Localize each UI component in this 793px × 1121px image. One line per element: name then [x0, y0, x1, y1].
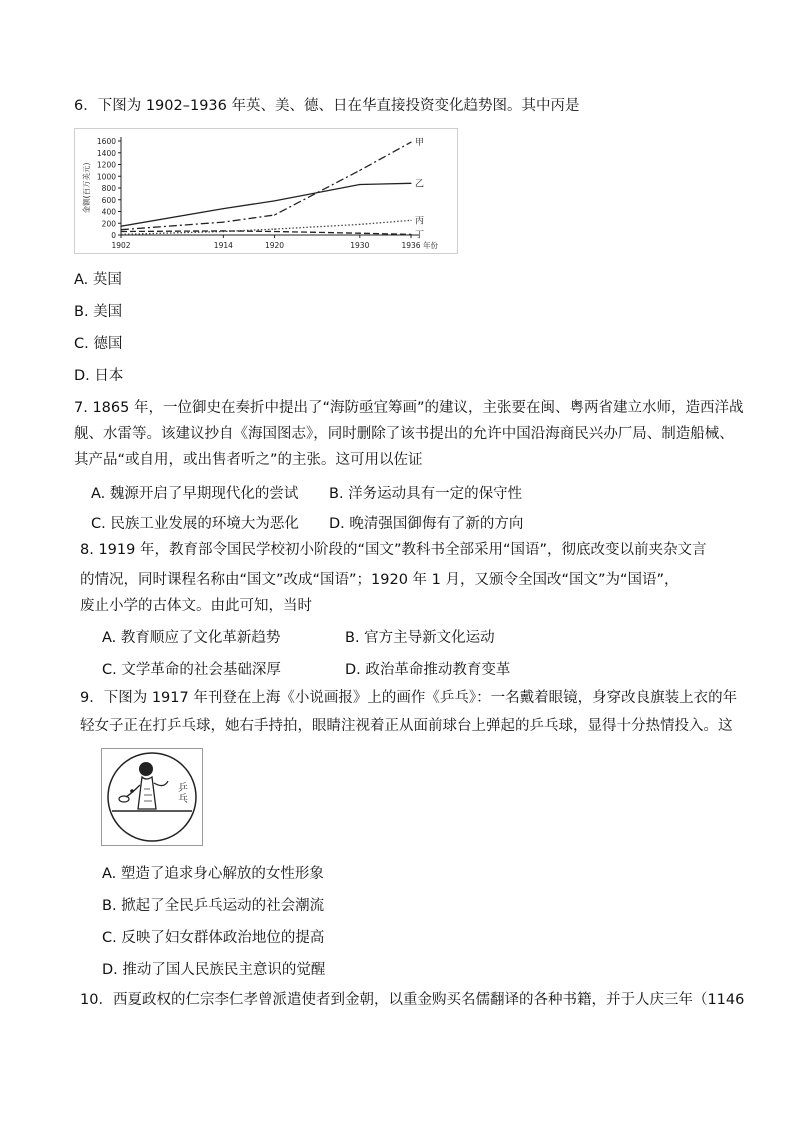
- data-point: [274, 229, 275, 230]
- series-label: 丙: [415, 216, 425, 227]
- data-point: [359, 233, 360, 234]
- x-tick-label: 1902: [111, 241, 131, 250]
- data-point: [359, 184, 360, 185]
- q8-option-d[interactable]: D. 政治革命推动教育变革: [345, 662, 511, 678]
- q7-stem-line-3: 其产品“或自用，或出售者听之”的主张。这可用以佐证: [74, 452, 423, 468]
- q9-stem-line-2: 轻女子正在打乒乓球，她右手持拍，眼睛注视着正从面前球台上弹起的乒乓球，显得十分热情投入。这: [80, 718, 733, 734]
- series-label: 乙: [415, 179, 425, 190]
- data-point: [120, 231, 121, 232]
- q8-stem-line-1: 8. 1919 年，教育部令国民学校初小阶段的“国文”教科书全部采用“国语”，彻底改变以前夹杂文言: [80, 542, 707, 558]
- q6-option-a[interactable]: A. 英国: [74, 272, 122, 288]
- y-tick-label: 1200: [96, 160, 116, 170]
- data-point: [359, 224, 360, 225]
- data-point: [410, 234, 411, 235]
- x-tick-label: 1920: [264, 241, 285, 250]
- q8-option-a[interactable]: A. 教育顺应了文化革新趋势: [102, 630, 281, 646]
- q7-stem-line-1: 7. 1865 年，一位御史在奏折中提出了“海防亟宜筹画”的建议，主张要在闽、粤两省建立水师，造西洋战: [74, 400, 744, 416]
- q6-option-d[interactable]: D. 日本: [74, 368, 124, 384]
- q8-option-c[interactable]: C. 文学革命的社会基础深厚: [102, 662, 281, 678]
- q8-option-b[interactable]: B. 官方主导新文化运动: [345, 630, 495, 646]
- x-tick-label: 1936: [401, 241, 421, 250]
- x-tick-label: 1914: [213, 241, 233, 250]
- x-axis-label: 年份: [423, 241, 438, 250]
- data-point: [274, 214, 275, 215]
- q9-option-d[interactable]: D. 推动了国人民族民主意识的觉醒: [102, 962, 326, 978]
- y-tick-label: 0: [111, 231, 116, 240]
- y-tick-label: 1600: [96, 137, 116, 146]
- y-tick-label: 400: [101, 207, 116, 217]
- q6-option-b[interactable]: B. 美国: [74, 304, 123, 320]
- data-point: [120, 229, 121, 230]
- q9-option-a[interactable]: A. 塑造了追求身心解放的女性形象: [102, 866, 324, 882]
- q9-stem-line-1: 9．下图为 1917 年刊登在上海《小说画报》上的画作《乒乓》：一名戴着眼镜，身穿改良旗装上衣的年: [80, 690, 738, 706]
- data-point: [120, 226, 121, 227]
- q7-option-b[interactable]: B. 洋务运动具有一定的保守性: [329, 486, 523, 502]
- data-point: [223, 208, 224, 209]
- series-label: 丁: [415, 230, 425, 241]
- y-tick-label: 800: [101, 184, 116, 193]
- series-label: 甲: [415, 138, 425, 149]
- chart-svg: [75, 129, 457, 253]
- series-line-3: [121, 220, 411, 234]
- q9-option-b[interactable]: B. 掀起了全民乒乓运动的社会潮流: [102, 898, 325, 914]
- q8-stem-line-3: 废止小学的古体文。由此可知，当时: [80, 598, 312, 614]
- data-point: [274, 231, 275, 232]
- q7-option-a[interactable]: A. 魏源开启了早期现代化的尝试: [91, 486, 299, 502]
- y-tick-label: 1000: [96, 172, 116, 182]
- data-point: [410, 220, 411, 221]
- q7-option-d[interactable]: D. 晚清强国御侮有了新的方向: [329, 516, 524, 532]
- q10-stem-line-1: 10．西夏政权的仁宗李仁孝曾派遣使者到金朝，以重金购买名儒翻译的各种书籍，并于人庆三年（1146: [80, 992, 745, 1008]
- q7-stem-line-2: 舰、水雷等。该建议抄自《海国图志》，同时删除了该书提出的允许中国沿海商民兴办厂局、制造船械、: [74, 426, 734, 442]
- q8-stem-line-2: 的情况，同时课程名称由“国文”改成“国语”；1920 年 1 月，又颁令全国改“国文”为“国语”，: [80, 572, 679, 588]
- q9-option-c[interactable]: C. 反映了妇女群体政治地位的提高: [102, 930, 325, 946]
- series-line-4: [121, 231, 411, 235]
- data-point: [359, 170, 360, 171]
- y-tick-label: 200: [101, 219, 116, 229]
- q7-option-c[interactable]: C. 民族工业发展的环境大为恶化: [91, 516, 299, 532]
- data-point: [410, 183, 411, 184]
- y-tick-label: 1400: [96, 148, 116, 158]
- q6-stem: 6．下图为 1902–1936 年英、美、德、日在华直接投资变化趋势图。其中丙是: [74, 98, 580, 114]
- investment-trend-chart: [74, 128, 458, 254]
- data-point: [223, 221, 224, 222]
- x-tick-label: 1930: [350, 241, 370, 250]
- image-caption: 乒乓: [178, 783, 188, 805]
- y-tick-label: 600: [101, 195, 116, 205]
- y-axis-label: 金额(百万美元): [82, 162, 91, 214]
- data-point: [120, 234, 121, 235]
- data-point: [223, 230, 224, 231]
- data-point: [274, 200, 275, 201]
- series-line-2: [121, 183, 411, 226]
- series-line-1: [121, 142, 411, 230]
- data-point: [410, 142, 411, 143]
- ping-pong-illustration: [101, 748, 203, 846]
- q6-option-c[interactable]: C. 德国: [74, 336, 123, 352]
